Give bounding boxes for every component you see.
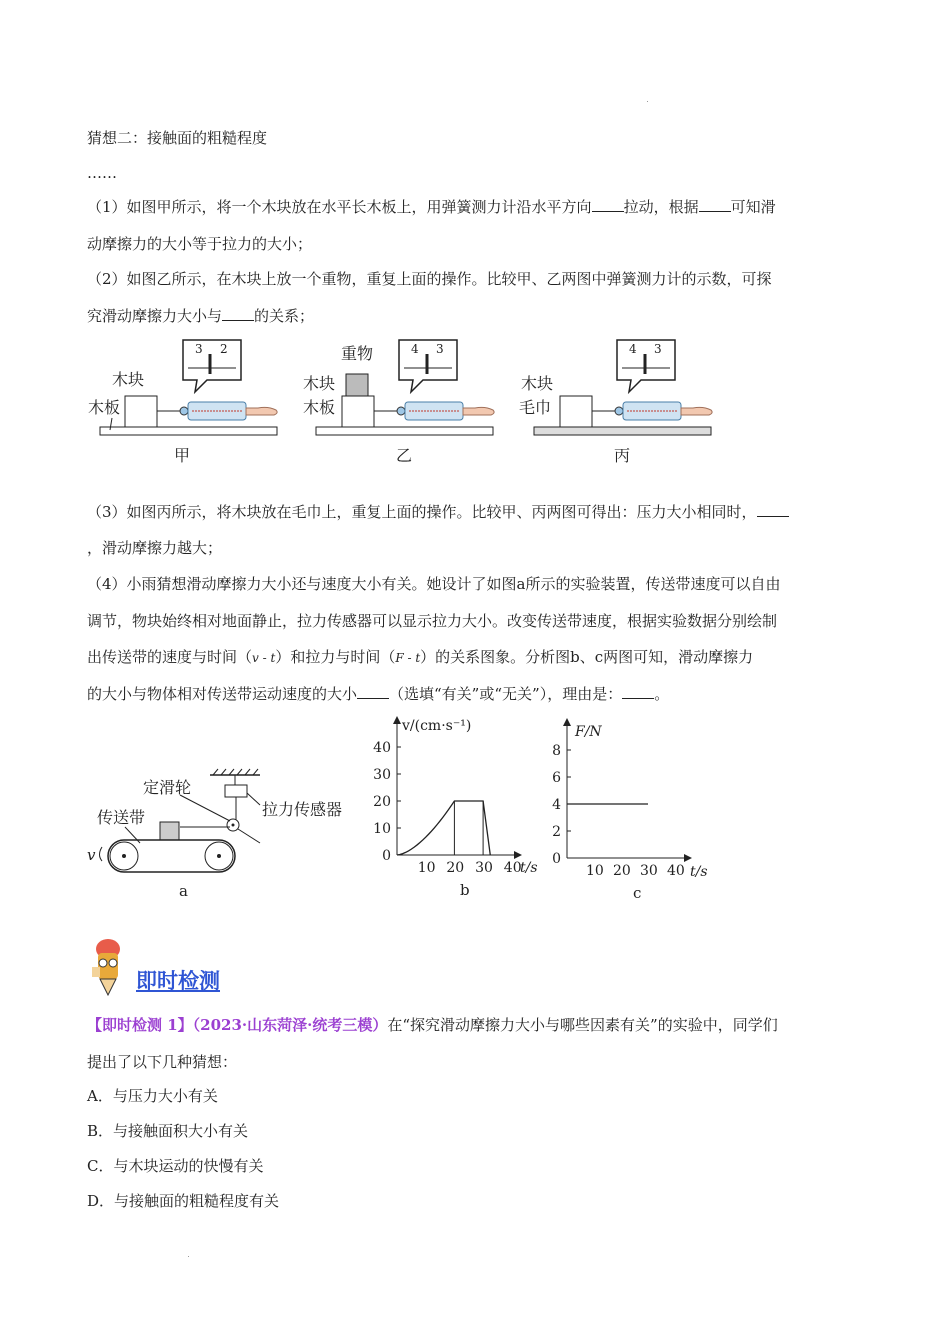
y-tick-label: 2 [552,824,561,840]
board [100,427,277,435]
x-tick-label: 30 [475,860,493,876]
block-label: 木块 [112,370,145,389]
test-1-line-1 [87,1015,778,1035]
text: ）和拉力与时间（ [275,648,396,666]
y-tick-label: 4 [552,797,561,813]
question-2-line-2 [87,306,314,326]
velocity-series-line [397,801,490,855]
question-1-line-2: 动摩擦力的大小等于拉力的大小； [87,235,313,253]
caption: 乙 [396,446,413,465]
question-1-line-1 [87,197,776,217]
dial-number: 4 [629,342,637,356]
question-tag: 【即时检测 1】（2023·山东菏泽·统考三模） [87,1016,388,1034]
question-4-line-2: 调节，物块始终相对地面静止，拉力传感器可以显示拉力大小。改变传送带速度，根据实验数据分别绘制 [87,612,778,630]
y-axis-arrow [563,718,571,726]
surface-label: 木板 [88,398,121,417]
answer-blank[interactable] [699,197,731,212]
y-tick-label: 0 [552,851,561,867]
dial-number: 2 [220,342,228,356]
speck [647,101,648,102]
dial-callout [183,340,241,392]
answer-blank[interactable] [622,684,654,699]
question-2-line-1: （2）如图乙所示，在木块上放一个重物，重复上面的操作。比较甲、乙两图中弹簧测力计的示数，可探 [87,270,772,288]
text: 出传送带的速度与时间（ [87,648,253,666]
answer-blank[interactable] [357,684,389,699]
section-title: 即时检测 [136,969,220,993]
force-time-chart [530,712,730,902]
wood-block [560,396,592,427]
caption: a [179,882,188,900]
x-tick-label: 30 [640,863,658,879]
hand-icon [246,407,277,415]
hand-icon [463,407,494,415]
option-a: A．与压力大小有关 [87,1087,218,1105]
velocity-label: v [87,846,96,864]
panel-yi [303,340,494,465]
spring-scale-figure [0,330,950,475]
x-axis-label: t/s [690,864,708,880]
y-tick-label: 30 [373,767,391,783]
pulley-label: 定滑轮 [143,778,192,797]
y-tick-label: 0 [382,848,391,864]
question-3-line-1 [87,502,789,522]
dial-number: 4 [411,342,419,356]
y-tick-label: 8 [552,743,561,759]
caption: 甲 [174,446,191,465]
text: 可知滑 [730,198,776,216]
x-tick-label: 20 [613,863,631,879]
text: 的关系； [254,307,315,325]
x-tick-label: 20 [446,860,465,876]
question-4-line-1: （4）小雨猜想滑动摩擦力大小还与速度大小有关。她设计了如图a所示的实验装置，传送带速度可以自由 [87,575,781,593]
wood-block [342,396,374,427]
question-4-line-3 [87,647,753,668]
speck [188,1256,189,1257]
x-axis-arrow [514,851,522,859]
pencil-mascot-icon [86,935,130,997]
answer-blank[interactable] [222,306,254,321]
x-tick-label: 10 [417,860,436,876]
panel-jia [88,340,277,465]
y-axis-label: v/(cm·s⁻¹) [402,718,472,734]
option-c: C．与木块运动的快慢有关 [87,1157,264,1175]
answer-blank[interactable] [757,502,789,517]
y-axis-label: F/N [575,724,602,740]
panel-bing [519,340,712,465]
answer-blank[interactable] [592,197,624,212]
spring-scale [374,402,494,420]
y-tick-label: 6 [552,770,561,786]
caption: c [633,884,642,902]
y-tick-label: 20 [373,794,391,810]
caption: b [460,881,470,899]
surface-label: 毛巾 [519,398,552,417]
x-axis-label: t/s [520,860,538,876]
ft-symbol: F - t [395,651,421,665]
conveyor-apparatus-figure [80,765,370,905]
text: 究滑动摩擦力大小与 [87,307,223,325]
block [160,822,179,840]
wood-block [125,396,157,427]
ellipsis: …… [87,164,117,182]
sensor-label: 拉力传感器 [262,800,343,819]
question-4-line-4 [87,684,669,704]
spring-scale [592,402,712,420]
vt-symbol: v - t [252,651,276,665]
x-tick-label: 40 [667,863,685,879]
test-1-line-2: 提出了以下几种猜想： [87,1053,238,1071]
y-tick-label: 40 [373,740,391,756]
belt-label: 传送带 [97,808,146,827]
text: 在“探究滑动摩擦力大小与哪些因素有关”的实验中，同学们 [387,1016,778,1034]
x-tick-label: 40 [503,860,522,876]
dial-number: 3 [654,342,662,356]
block-label: 木块 [521,374,554,393]
option-b: B．与接触面积大小有关 [87,1122,249,1140]
option-d: D．与接触面的粗糙程度有关 [87,1192,280,1210]
x-tick-label: 10 [586,863,604,879]
dial-number: 3 [436,342,444,356]
weight-label: 重物 [341,344,374,363]
x-axis-arrow [684,854,692,862]
dial-number: 3 [195,342,203,356]
y-axis-arrow [393,716,401,724]
text: ）的关系图象。分析图b、c两图可知，滑动摩擦力 [420,648,754,666]
surface-label: 木板 [303,398,336,417]
block-label: 木块 [303,374,336,393]
y-tick-label: 10 [373,821,391,837]
text: （1）如图甲所示，将一个木块放在水平长木板上，用弹簧测力计沿水平方向 [87,198,592,216]
question-3-line-2: ，滑动摩擦力越大； [87,539,223,557]
velocity-time-chart [360,712,550,902]
text: 拉动，根据 [623,198,699,216]
text: （3）如图丙所示，将木块放在毛巾上，重复上面的操作。比较甲、丙两图可得出：压力大小相同时， [87,503,757,521]
caption: 丙 [614,446,631,465]
text: 的大小与物体相对传送带运动速度的大小 [87,685,358,703]
guess-two: 猜想二：接触面的粗糙程度 [87,129,268,147]
weight [346,374,368,396]
hand-icon [681,407,712,415]
text: （选填“有关”或“无关”），理由是： [389,685,623,703]
text: 。 [654,685,670,703]
dial-callout [399,340,457,392]
dial-callout [617,340,675,392]
force-sensor [225,785,247,797]
spring-scale [157,402,277,420]
